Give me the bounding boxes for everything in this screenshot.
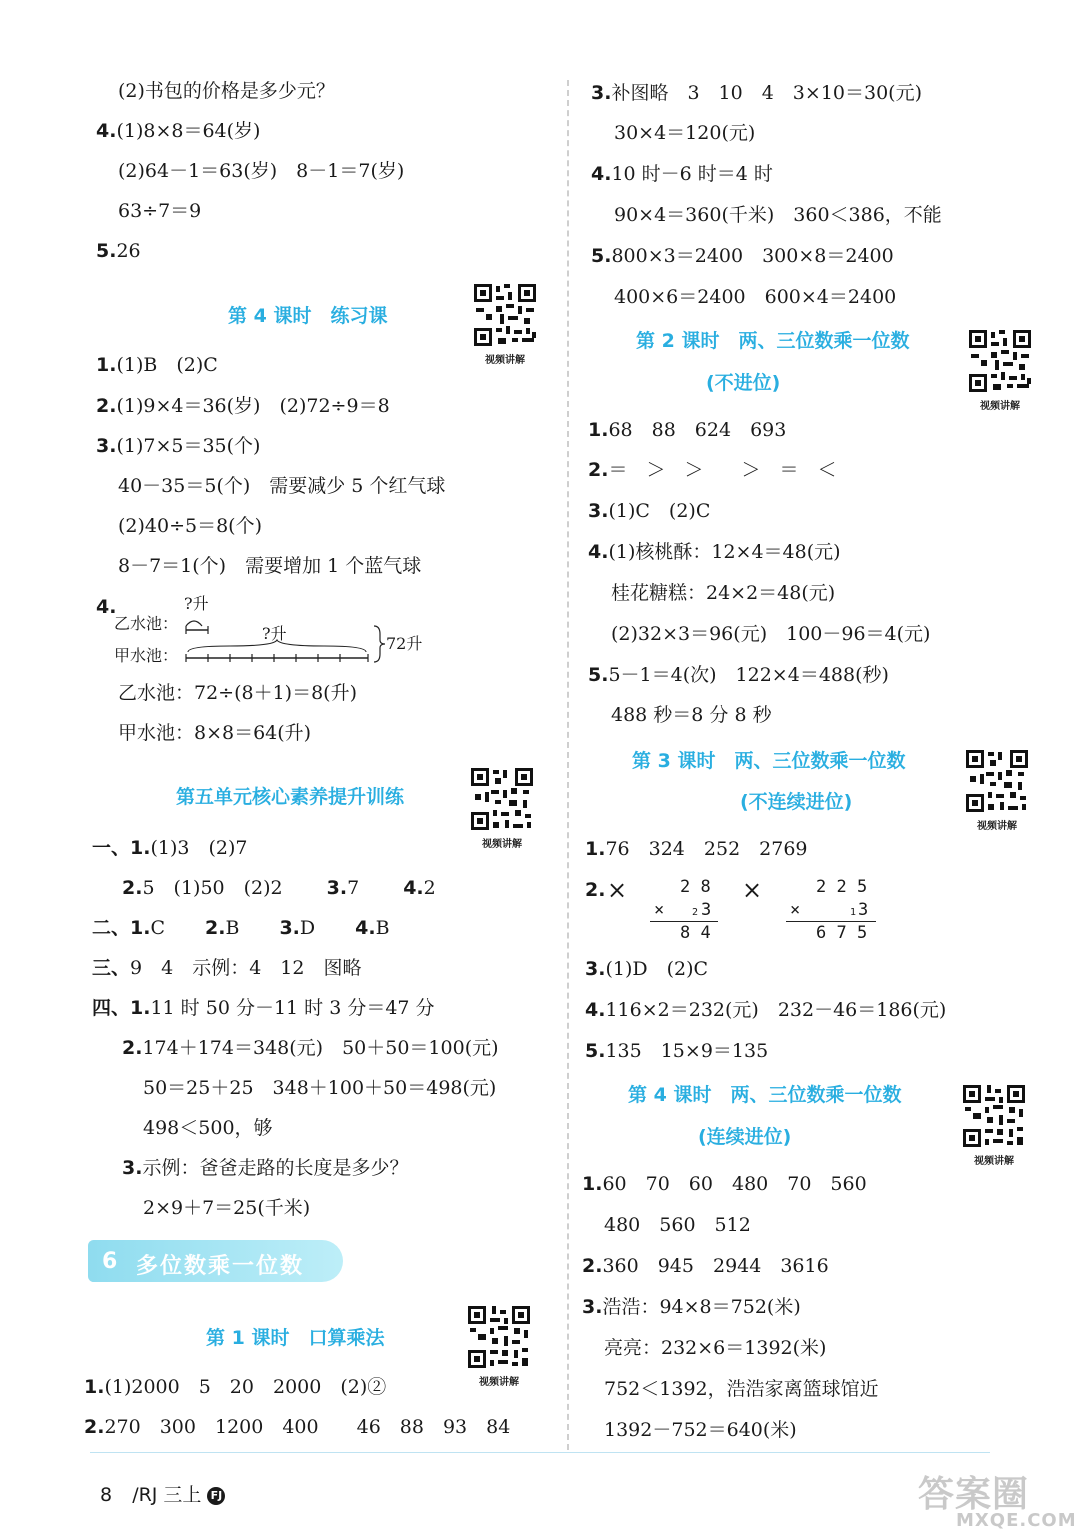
section-heading: 第 2 课时 两、三位数乘一位数 <box>636 330 910 352</box>
answer-line <box>585 1042 768 1061</box>
answer-text: 60 70 60 480 70 560 <box>602 1173 867 1195</box>
question-number: 5. <box>588 664 609 686</box>
answer-text: 68 88 624 693 <box>608 419 787 441</box>
column-divider <box>567 80 569 1450</box>
question-number: 4. <box>591 163 612 185</box>
multiplier: 3 <box>701 900 712 920</box>
text-line: 400×6＝2400 600×4＝2400 <box>614 286 897 308</box>
text-line: (2)书包的价格是多少元？ <box>118 80 335 102</box>
qr-caption: 视频讲解 <box>977 821 1017 832</box>
diagram-label-yi: 乙水池： <box>114 614 179 633</box>
qr-code[interactable] <box>466 1304 532 1388</box>
question-number: 2. <box>588 459 609 481</box>
question-number: 4. <box>355 917 376 939</box>
question-number: 2. <box>122 877 143 899</box>
answer-text: B <box>225 917 240 939</box>
question-number: 4. <box>96 120 117 142</box>
qr-code[interactable] <box>469 766 535 850</box>
answer-text: (1)9×4＝36(岁) (2)72÷9＝8 <box>116 395 390 417</box>
question-number: 1. <box>96 354 117 376</box>
answer-text: 135 15×9＝135 <box>605 1040 769 1062</box>
multiplicand: 2 8 <box>680 877 711 897</box>
result-line <box>786 921 876 922</box>
qr-code[interactable] <box>472 282 538 366</box>
diagram-unknown-label: ?升 <box>262 624 287 643</box>
answer-text: (1)B (2)C <box>116 354 218 376</box>
answer-line <box>588 543 841 562</box>
question-number: 1. <box>585 838 606 860</box>
answer-text: ＝ ＞ ＞ ＞ ＝ ＜ <box>608 459 837 481</box>
unit-banner <box>88 1240 343 1282</box>
answer-text: (1)D (2)C <box>605 958 709 980</box>
section-subheading: (不进位) <box>706 372 781 394</box>
answer-text: 2 <box>423 877 436 899</box>
answer-text: (1)核桃酥：12×4＝48(元) <box>608 541 841 563</box>
question-number: 3. <box>591 82 612 104</box>
wrong-mark: × <box>607 876 628 904</box>
section-heading: 第 3 课时 两、三位数乘一位数 <box>632 750 906 772</box>
section-heading: 第 4 课时 练习课 <box>228 305 388 327</box>
answer-text: 浩浩：94×8＝752(米) <box>602 1296 801 1318</box>
answer-line <box>122 1039 499 1058</box>
question-number: 1. <box>588 419 609 441</box>
answer-line <box>96 122 260 141</box>
question-number: 3. <box>96 435 117 457</box>
question-number: 4. <box>96 596 117 618</box>
answer-text: (1)8×8＝64(岁) <box>116 120 261 142</box>
qr-caption: 视频讲解 <box>980 401 1020 412</box>
text-line: 甲水池：8×8＝64(升) <box>118 722 312 744</box>
qr-caption: 视频讲解 <box>482 839 522 850</box>
section-subheading: (连续进位) <box>698 1126 792 1148</box>
carry-digit: 1 <box>850 907 857 918</box>
unit-title: 多位数乘一位数 <box>136 1254 305 1279</box>
answer-line <box>96 242 141 261</box>
multiplier: 3 <box>858 900 869 920</box>
question-number: 5. <box>591 245 612 267</box>
answer-text: 5 (1)50 (2)2 <box>142 877 283 899</box>
qr-code[interactable] <box>961 1083 1027 1167</box>
watermark-top: 答案圈 <box>918 1474 1030 1515</box>
section-subheading: (不连续进位) <box>740 791 853 813</box>
answer-line <box>122 1159 408 1178</box>
answer-text: (1)7×5＝35(个) <box>116 435 261 457</box>
answer-line <box>585 1001 946 1020</box>
question-number: 5. <box>96 240 117 262</box>
question-number: 5. <box>585 1040 606 1062</box>
text-line: 桂花糖糕：24×2＝48(元) <box>611 582 836 604</box>
question-number: 2. <box>96 395 117 417</box>
answer-text: (1)C (2)C <box>608 500 711 522</box>
edition-label: /RJ 三上 <box>132 1484 202 1506</box>
answer-line <box>582 1175 867 1194</box>
qr-code-icon <box>961 1083 1027 1149</box>
text-line: 40－35＝5(个) 需要减少 5 个红气球 <box>118 475 446 497</box>
text-line: 50＝25＋25 348＋100＋50＝498(元) <box>143 1077 497 1099</box>
question-number: 3. <box>588 500 609 522</box>
question-number: 2. <box>585 879 606 901</box>
question-number: 2. <box>582 1255 603 1277</box>
text-line: 498＜500，够 <box>143 1117 273 1139</box>
answer-line <box>122 879 436 898</box>
section-heading: 第五单元核心素养提升训练 <box>176 786 405 808</box>
question-number: 2. <box>122 1037 143 1059</box>
answer-line <box>591 165 773 184</box>
page-footer <box>100 1486 225 1505</box>
question-number: 1. <box>130 837 151 859</box>
answer-text: 5－1＝4(次) 122×4＝488(秒) <box>608 664 889 686</box>
answer-line <box>92 839 247 858</box>
answer-text: 76 324 252 2769 <box>605 838 808 860</box>
qr-code-icon <box>964 748 1030 814</box>
answer-line <box>585 840 808 859</box>
answer-line <box>84 1378 386 1397</box>
question-number: 1. <box>130 997 151 1019</box>
text-line: (2)40÷5＝8(个) <box>118 515 263 537</box>
part-label: 一、 <box>92 837 131 859</box>
carry-digit: 2 <box>692 907 699 918</box>
diagram-unknown-label: ?升 <box>184 594 209 613</box>
part-label: 二、 <box>92 917 131 939</box>
part-label: 四、 <box>92 997 131 1019</box>
qr-code[interactable] <box>964 748 1030 832</box>
answer-line <box>582 1298 801 1317</box>
answer-line <box>582 1257 829 1276</box>
answer-text: 9 4 示例：4 12 图略 <box>130 957 362 979</box>
answer-text: 116×2＝232(元) 232－46＝186(元) <box>605 999 947 1021</box>
answer-text: 7 <box>347 877 360 899</box>
text-line: 752＜1392，浩浩家离篮球馆近 <box>604 1378 879 1400</box>
section-heading: 第 1 课时 口算乘法 <box>206 1327 385 1349</box>
qr-caption: 视频讲解 <box>974 1156 1014 1167</box>
answer-text: 补图略 3 10 4 3×10＝30(元) <box>611 82 922 104</box>
product: 6 7 5 <box>816 923 868 943</box>
qr-code-icon <box>469 766 535 832</box>
edition-badge: FJ <box>207 1487 225 1505</box>
answer-line <box>96 356 218 375</box>
question-number: 4. <box>403 877 424 899</box>
answer-line <box>585 960 708 979</box>
segment-lines <box>180 612 390 664</box>
answer-line <box>588 666 889 685</box>
answer-line <box>96 437 260 456</box>
qr-code[interactable] <box>967 328 1033 412</box>
answer-text: 26 <box>116 240 141 262</box>
answer-line <box>588 421 786 440</box>
question-number: 2. <box>205 917 226 939</box>
text-line: 90×4＝360(千米) 360＜386，不能 <box>614 204 942 226</box>
answer-text: 示例：爸爸走路的长度是多少？ <box>142 1157 409 1179</box>
text-line: 2×9＋7＝25(千米) <box>143 1197 311 1219</box>
answer-line <box>591 247 894 266</box>
answer-line <box>96 397 390 416</box>
question-number: 3. <box>279 917 300 939</box>
qr-caption: 视频讲解 <box>479 1377 519 1388</box>
answer-text: 360 945 2944 3616 <box>602 1255 829 1277</box>
text-line: 乙水池：72÷(8＋1)＝8(升) <box>118 682 358 704</box>
text-line: 480 560 512 <box>604 1214 751 1236</box>
unit-number: 6 <box>102 1249 118 1274</box>
text-line: 亮亮：232×6＝1392(米) <box>604 1337 827 1359</box>
text-line: 30×4＝120(元) <box>614 122 756 144</box>
answer-line <box>591 84 922 103</box>
question-number: 1. <box>582 1173 603 1195</box>
product: 8 4 <box>680 923 711 943</box>
text-line: 488 秒＝8 分 8 秒 <box>611 704 772 726</box>
answer-text: C <box>150 917 166 939</box>
qr-caption: 视频讲解 <box>485 355 525 366</box>
answer-text: (1)2000 5 20 2000 (2)② <box>104 1376 387 1398</box>
diagram-label-jia: 甲水池： <box>114 646 179 665</box>
answer-line <box>84 1418 510 1437</box>
diagram-total-label: 72升 <box>386 634 423 653</box>
answer-line <box>92 959 361 978</box>
answer-line <box>588 502 710 521</box>
answer-text: 800×3＝2400 300×8＝2400 <box>611 245 894 267</box>
question-number: 3. <box>585 958 606 980</box>
footer-rule <box>90 1452 990 1453</box>
wrong-mark: × <box>742 876 763 904</box>
result-line <box>650 921 718 922</box>
text-line: (2)64－1＝63(岁) 8－1＝7(岁) <box>118 160 405 182</box>
question-number: 3. <box>122 1157 143 1179</box>
section-heading: 第 4 课时 两、三位数乘一位数 <box>628 1084 902 1106</box>
multiply-sign: × <box>790 900 801 920</box>
page-number: 8 <box>100 1484 113 1506</box>
answer-text: 11 时 50 分－11 时 3 分＝47 分 <box>150 997 435 1019</box>
watermark <box>906 1468 1081 1532</box>
qr-code-icon <box>472 282 538 348</box>
text-line: (2)32×3＝96(元) 100－96＝4(元) <box>611 623 931 645</box>
question-number: 2. <box>84 1416 105 1438</box>
question-number: 3. <box>326 877 348 899</box>
qr-code-icon <box>967 328 1033 394</box>
answer-text: 174＋174＝348(元) 50＋50＝100(元) <box>142 1037 499 1059</box>
question-number: 3. <box>582 1296 603 1318</box>
multiplicand: 2 2 5 <box>816 877 868 897</box>
watermark-bottom: MXQE.COM <box>956 1510 1077 1531</box>
multiply-sign: × <box>654 900 665 920</box>
text-line: 63÷7＝9 <box>118 200 202 222</box>
answer-text: 10 时－6 时＝4 时 <box>611 163 773 185</box>
answer-line <box>588 461 836 480</box>
answer-line <box>92 919 390 938</box>
qr-code-icon <box>466 1304 532 1370</box>
question-number: 1. <box>84 1376 105 1398</box>
text-line: 1392－752＝640(米) <box>604 1419 797 1441</box>
question-number: 4. <box>588 541 609 563</box>
answer-text: B <box>375 917 390 939</box>
part-label: 三、 <box>92 957 131 979</box>
answer-line <box>92 999 435 1018</box>
answer-text: 270 300 1200 400 46 88 93 84 <box>104 1416 511 1438</box>
question-number: 4. <box>585 999 606 1021</box>
answer-text: (1)3 (2)7 <box>150 837 248 859</box>
question-number: 1. <box>130 917 151 939</box>
text-line: 8－7＝1(个) 需要增加 1 个蓝气球 <box>118 555 422 577</box>
answer-text: D <box>299 917 316 939</box>
